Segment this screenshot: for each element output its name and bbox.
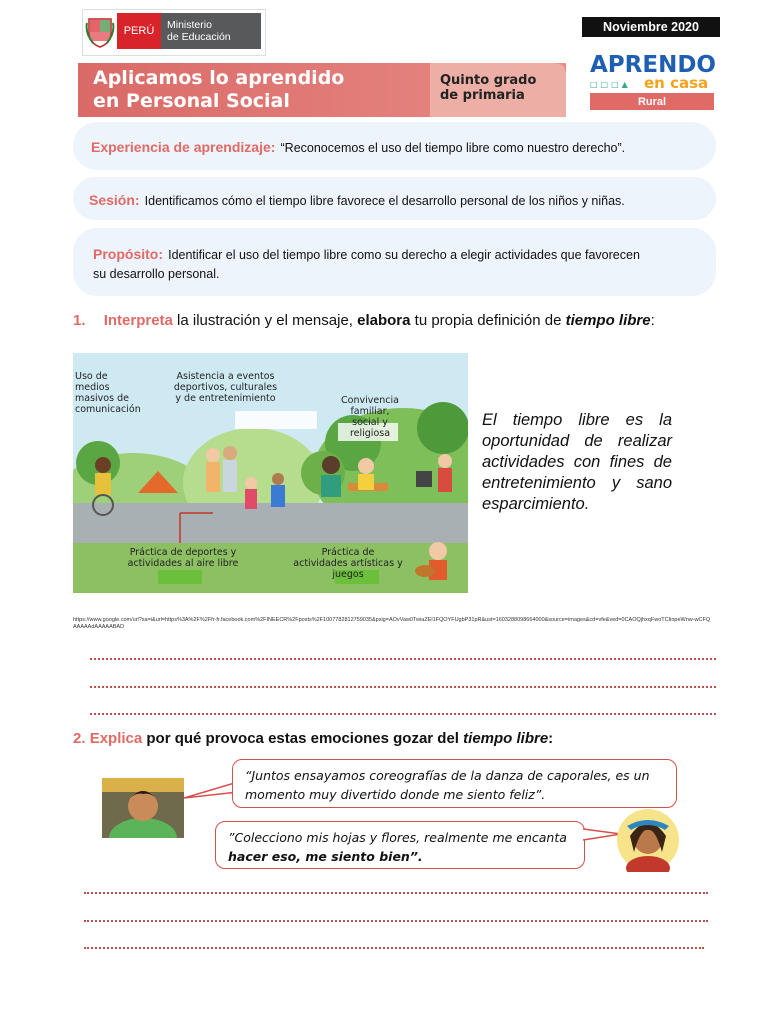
boy-avatar <box>102 778 184 838</box>
speech-bubble-1 <box>232 759 677 808</box>
label-sports: Práctica de deportes y actividades al aire libre <box>127 547 239 569</box>
source-url: https://www.google.com/url?sa=i&url=https%3A%2F%2Ffr-fr.facebook.com%2FINEECR%2Fposts%2F1007782812759035&psig=AOvVaw0TwiaZEl1FQOYFUgbP31pR&ust=1603288098664000&source=images&cd=vfe&ved=0CAOQjhxqFwoTCIiopeWnw-wCFQAAAAAdAAAAABAD <box>73 617 711 630</box>
minedu-logo <box>82 9 266 56</box>
peru-label: PERÚ <box>117 13 161 49</box>
girl-avatar <box>615 808 681 872</box>
q1-end: : <box>650 312 655 329</box>
page-title <box>93 67 413 113</box>
ministry-line1: Ministerio <box>167 19 212 31</box>
bubble1-line2: momento muy divertido donde me siento feliz”. <box>245 787 546 802</box>
q1-text-a: la ilustración y el mensaje, <box>172 312 358 329</box>
q1-verb: Interpreta <box>103 312 173 329</box>
q2-verb: Explica <box>89 730 143 747</box>
proposito-text-line1: Identificar el uso del tiempo libre como su derecho a elegir actividades que favorecen <box>168 248 640 262</box>
bubble2-line2: hacer eso, me siento bien”. <box>228 849 423 864</box>
grade-line1: Quinto grado <box>440 73 537 88</box>
speech-bubble-2 <box>215 821 585 869</box>
answer-line[interactable] <box>90 713 716 715</box>
en-casa-word: en casa <box>644 74 709 92</box>
aprendo-word: APRENDO <box>590 52 716 78</box>
answer-line[interactable] <box>84 892 708 894</box>
q2-italic: tiempo libre <box>463 730 549 747</box>
proposito-label: Propósito: <box>93 246 163 262</box>
date-badge: Noviembre 2020 <box>582 17 720 37</box>
title-line2: en Personal Social <box>93 90 290 112</box>
answer-line[interactable] <box>90 658 716 660</box>
proposito-text-line2: su desarrollo personal. <box>93 267 220 281</box>
q1-bold: elabora <box>357 312 411 329</box>
question-1 <box>73 312 655 329</box>
q1-number: 1. <box>73 312 86 329</box>
peru-coat-of-arms-icon <box>85 13 115 49</box>
rural-tag: Rural <box>590 93 714 110</box>
label-family: Convivencia familiar, social y religiosa <box>341 395 399 439</box>
answer-line[interactable] <box>84 947 704 949</box>
bubble1-line1: “Juntos ensayamos coreografías de la danza de caporales, es un <box>245 768 650 783</box>
q2-text-a: por qué provoca estas emociones gozar del <box>142 730 464 747</box>
sesion-box <box>73 177 716 220</box>
definition-text: El tiempo libre es la oportunidad de realizar actividades con fines de entretenimiento y sano esparcimiento. <box>482 411 672 513</box>
title-line1: Aplicamos lo aprendido <box>93 67 345 89</box>
tiempo-libre-illustration <box>73 353 468 593</box>
dots-decoration: □□□▲ <box>590 80 631 89</box>
bubble-tail-left <box>182 780 238 804</box>
experiencia-text: “Reconocemos el uso del tiempo libre como nuestro derecho”. <box>280 141 626 155</box>
question-2 <box>73 730 553 747</box>
experiencia-label: Experiencia de aprendizaje: <box>91 139 276 155</box>
proposito-box <box>73 228 716 296</box>
answer-line[interactable] <box>90 686 716 688</box>
grade-label <box>440 73 560 103</box>
ministry-label <box>161 13 261 49</box>
bubble2-line1: ”Colecciono mis hojas y flores, realmente me encanta <box>228 830 567 845</box>
ministry-line2: de Educación <box>167 31 231 43</box>
sesion-text: Identificamos cómo el tiempo libre favorece el desarrollo personal de los niños y niñas. <box>144 194 625 208</box>
label-media: Uso de medios masivos de comunicación <box>75 371 141 415</box>
experiencia-box <box>73 122 716 170</box>
q1-text-b: tu propia definición de <box>410 312 566 329</box>
label-events: Asistencia a eventos deportivos, culturales y de entretenimiento <box>173 371 278 404</box>
q1-italic: tiempo libre <box>565 312 651 329</box>
sesion-label: Sesión: <box>89 192 140 208</box>
q2-number: 2. <box>73 730 86 747</box>
label-arts: Práctica de actividades artísticas y juegos <box>293 547 403 580</box>
answer-line[interactable] <box>84 920 708 922</box>
aprendo-en-casa-logo <box>588 52 716 112</box>
q2-end: : <box>548 730 554 747</box>
grade-line2: de primaria <box>440 88 525 103</box>
